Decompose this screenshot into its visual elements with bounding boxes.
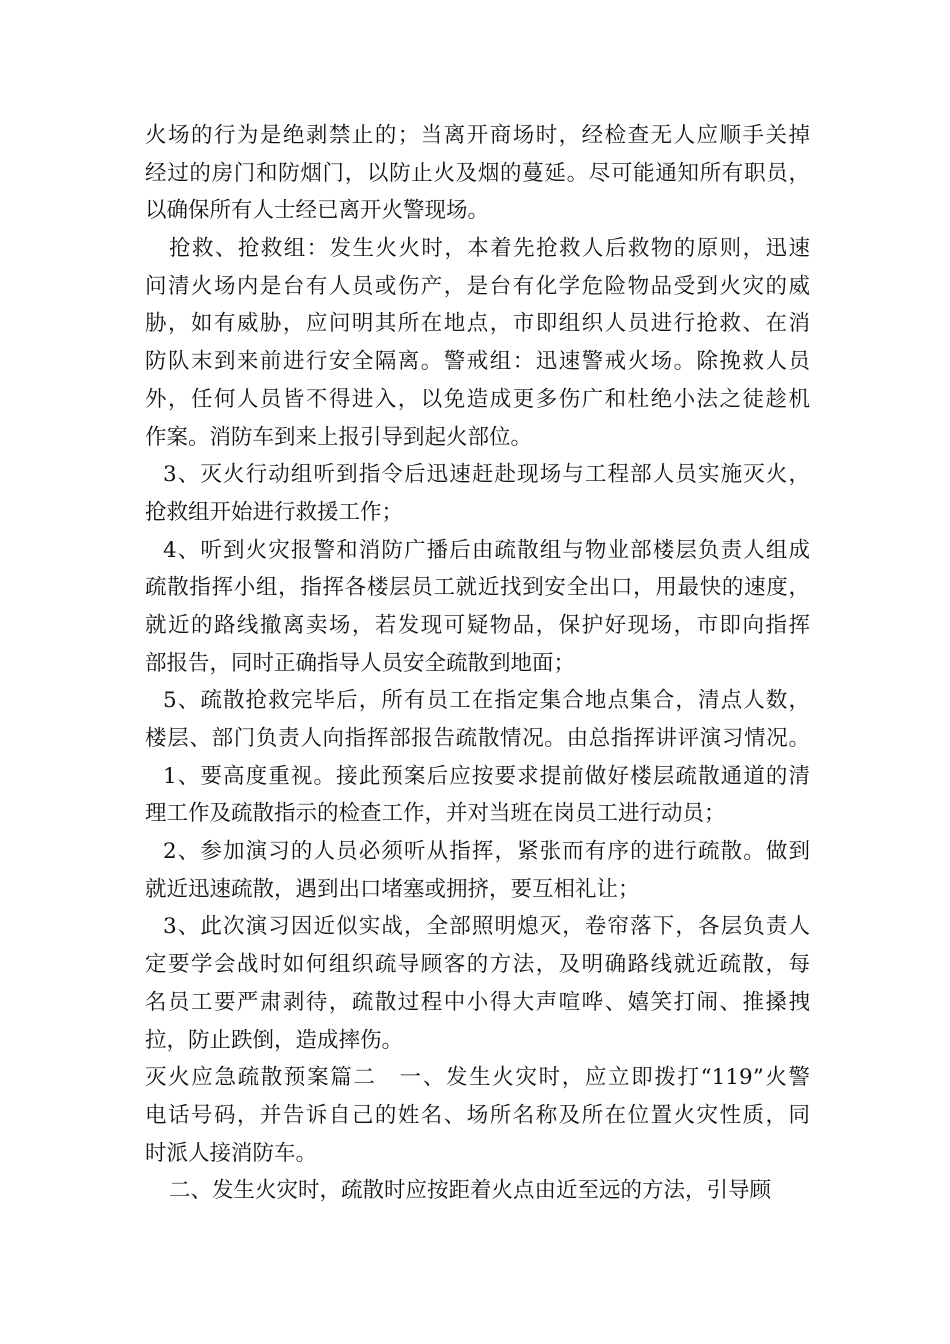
text-line: 二、发生火灾时，疏散时应按距着火点由近至远的方法，引导顾 [169, 1178, 772, 1204]
text-line: 问清火场内是台有人员或伤产，是台有化学危险物品受到火灾的威 [145, 273, 810, 299]
text-line: 5、疏散抢救完毕后，所有员工在指定集合地点集合，清点人数， [163, 688, 810, 714]
text-line: 胁，如有威胁，应问明其所在地点，市即组织人员进行抢救、在消 [145, 311, 810, 337]
text-line: 以确保所有人士经已离开火警现场。 [145, 198, 490, 224]
text-line: 定要学会战时如何组织疏导顾客的方法，及明确路线就近疏散，每 [145, 952, 810, 978]
text-line: 3、灭火行动组听到指令后迅速赶赴现场与工程部人员实施灭火， [163, 462, 810, 488]
body-text [145, 117, 810, 1210]
text-line: 火场的行为是绝剥禁止的；当离开商场时，经检查无人应顺手关掉 [145, 123, 810, 148]
text-line: 理工作及疏散指示的检查工作，并对当班在岗员工进行动员； [145, 801, 726, 827]
text-line: 1、要高度重视。接此预案后应按要求提前做好楼层疏散通道的清 [163, 763, 810, 789]
text-line: 3、此次演习因近似实战，全部照明熄灭，卷帘落下，各层负责人 [163, 914, 810, 940]
text-line: 就近迅速疏散，遇到出口堵塞或拥挤，要互相礼让； [145, 876, 640, 902]
text-line: 楼层、部门负责人向指挥部报告疏散情况。由总指挥讲评演习情况。 [145, 726, 810, 751]
text-line: 时派人接消防车。 [145, 1140, 318, 1166]
text-line: 2、参加演习的人员必须听从指挥，紧张而有序的进行疏散。做到 [163, 839, 810, 865]
text-line: 4、听到火灾报警和消防广播后由疏散组与物业部楼层负责人组成 [163, 537, 810, 563]
text-line: 作案。消防车到来上报引导到起火部位。 [145, 424, 533, 450]
text-line: 经过的房门和防烟门，以防止火及烟的蔓延。尽可能通知所有职员， [145, 160, 810, 186]
text-line: 抢救、抢救组：发生火火时，本着先抢救人后救物的原则，迅速 [169, 236, 810, 262]
text-line: 名员工要严肃剥待，疏散过程中小得大声喧哗、嬉笑打闹、推搡拽 [145, 989, 810, 1015]
text-line: 部报告，同时正确指导人员安全疏散到地面； [145, 650, 576, 676]
text-line: 电话号码，并告诉自己的姓名、场所名称及所在位置火灾性质，同 [145, 1102, 810, 1128]
text-line: 抢救组开始进行救援工作； [145, 499, 404, 525]
text-line: 防队末到来前进行安全隔离。警戒组：迅速警戒火场。除挽救人员 [145, 349, 810, 375]
text-line: 外，任何人员皆不得进入，以免造成更多伤广和杜绝小法之徒趁机 [145, 386, 810, 412]
text-line: 疏散指挥小组，指挥各楼层员工就近找到安全出口，用最快的速度， [145, 575, 810, 601]
text-line: 拉，防止跌倒，造成摔伤。 [145, 1027, 404, 1053]
text-line: 灭火应急疏散预案篇二 一、发生火灾时，应立即拨打“119”火警 [145, 1065, 810, 1091]
text-line: 就近的路线撤离卖场，若发现可疑物品，保护好现场，市即向指挥 [145, 612, 810, 638]
